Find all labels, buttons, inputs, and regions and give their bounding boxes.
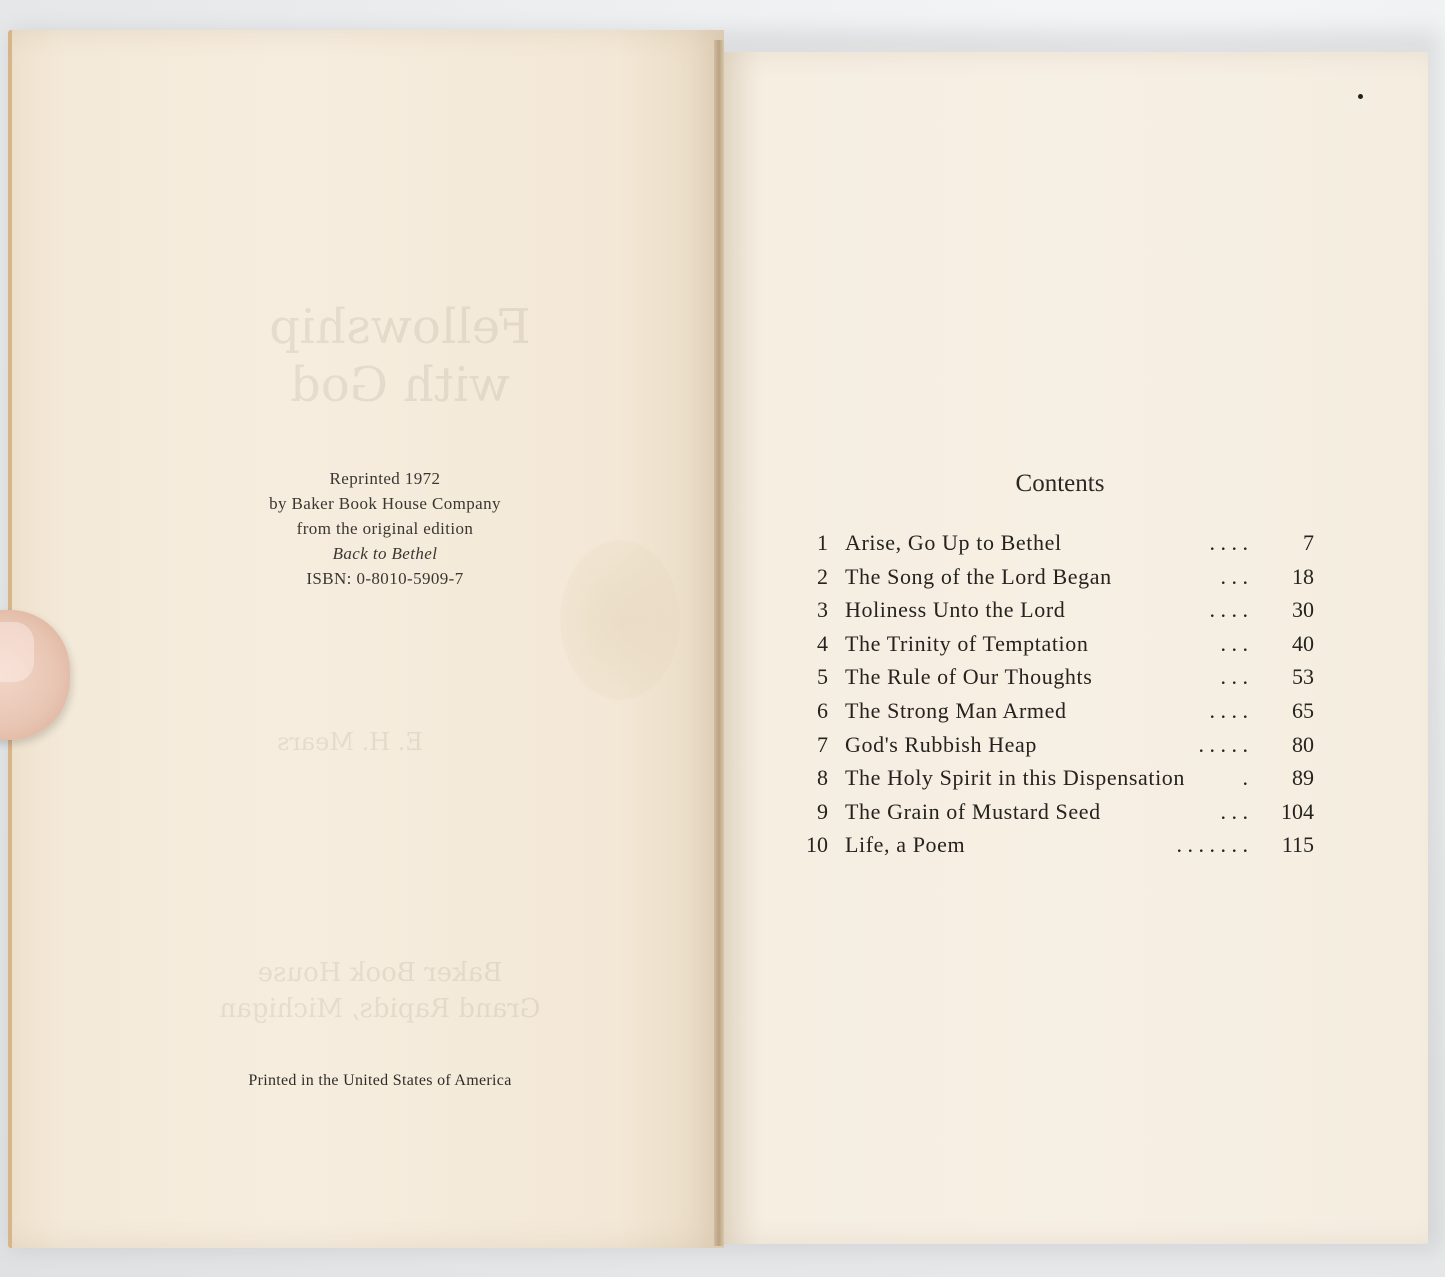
toc-number: 3: [817, 597, 828, 623]
show-through-publisher-line: Grand Rapids, Michigan: [219, 994, 541, 1024]
toc-entry: [798, 526, 1318, 560]
toc-title: The Song of the Lord Began: [845, 563, 1112, 589]
show-through-title-line: with God: [290, 357, 510, 413]
show-through-author: E. H. Mears: [277, 728, 423, 756]
toc-number: 4: [817, 630, 828, 656]
printed-in-line: Printed in the United States of America: [248, 1072, 512, 1089]
toc-title: God's Rubbish Heap: [845, 731, 1037, 757]
toc-title: Arise, Go Up to Bethel: [845, 530, 1062, 555]
toc-entry: [798, 593, 1318, 627]
toc-leader-dots: . . . . . . .: [1176, 832, 1248, 858]
toc-page-number: 104: [1281, 798, 1314, 824]
paper-stain: [560, 540, 680, 700]
toc-number: 8: [817, 765, 828, 791]
toc-number: 1: [817, 530, 828, 555]
toc-page-number: 115: [1281, 832, 1314, 858]
toc-leader-dots: . . . . .: [1198, 731, 1248, 757]
toc-leader-dots: . . .: [1220, 798, 1248, 824]
toc-entry: [798, 728, 1318, 762]
toc-page-number: 53: [1292, 664, 1314, 690]
toc-number: 6: [817, 697, 828, 723]
toc-title: The Trinity of Temptation: [845, 630, 1089, 656]
show-through-title-line: Fellowship: [269, 299, 531, 355]
show-through-publisher-line: Baker Book House: [257, 958, 503, 988]
toc-page-number: 30: [1292, 597, 1314, 623]
thumb-nail: [0, 622, 34, 682]
book-gutter: [714, 40, 724, 1246]
toc-leader-dots: . . . .: [1209, 530, 1248, 555]
toc-entry: [798, 660, 1318, 694]
toc-number: 2: [817, 563, 828, 589]
toc-leader-dots: . . . .: [1209, 597, 1248, 623]
toc-leader-dots: .: [1242, 765, 1248, 791]
imprint-original-title: Back to Bethel: [332, 544, 438, 563]
toc-page-number: 18: [1292, 563, 1314, 589]
imprint-reprinted: Reprinted 1972: [329, 469, 441, 488]
toc-number: 9: [817, 798, 828, 824]
toc-page-number: 89: [1292, 765, 1314, 791]
toc-title: Holiness Unto the Lord: [845, 597, 1066, 623]
imprint-isbn: ISBN: 0-8010-5909-7: [306, 569, 464, 588]
toc-number: 10: [806, 832, 828, 858]
show-through-title: [200, 298, 600, 414]
toc-number: 7: [817, 731, 828, 757]
toc-title: The Rule of Our Thoughts: [845, 664, 1093, 690]
toc-entry: [798, 694, 1318, 728]
toc-leader-dots: . . .: [1220, 563, 1248, 589]
toc-page-number: 40: [1292, 630, 1314, 656]
toc-entry: [798, 627, 1318, 661]
toc-entry: [798, 795, 1318, 829]
toc-page-number: 7: [1303, 530, 1314, 555]
toc-entry: [798, 828, 1318, 862]
toc-leader-dots: . . . .: [1209, 697, 1248, 723]
toc-title: The Grain of Mustard Seed: [845, 798, 1101, 824]
toc-page-number: 80: [1292, 731, 1314, 757]
imprint-original-edition: from the original edition: [296, 519, 474, 538]
toc-title: The Holy Spirit in this Dispensation: [845, 765, 1185, 791]
table-of-contents: [798, 526, 1318, 862]
toc-entry: [798, 560, 1318, 594]
ink-speck: [1358, 94, 1363, 99]
toc-leader-dots: . . .: [1220, 630, 1248, 656]
show-through-publisher: [150, 955, 610, 1027]
toc-leader-dots: . . .: [1220, 664, 1248, 690]
imprint-block: [230, 466, 540, 591]
toc-title: Life, a Poem: [845, 832, 966, 858]
toc-page-number: 65: [1292, 697, 1314, 723]
toc-number: 5: [817, 664, 828, 690]
toc-title: The Strong Man Armed: [845, 697, 1067, 723]
contents-heading: Contents: [1015, 470, 1105, 497]
imprint-publisher: by Baker Book House Company: [269, 494, 501, 513]
toc-entry: [798, 761, 1318, 795]
